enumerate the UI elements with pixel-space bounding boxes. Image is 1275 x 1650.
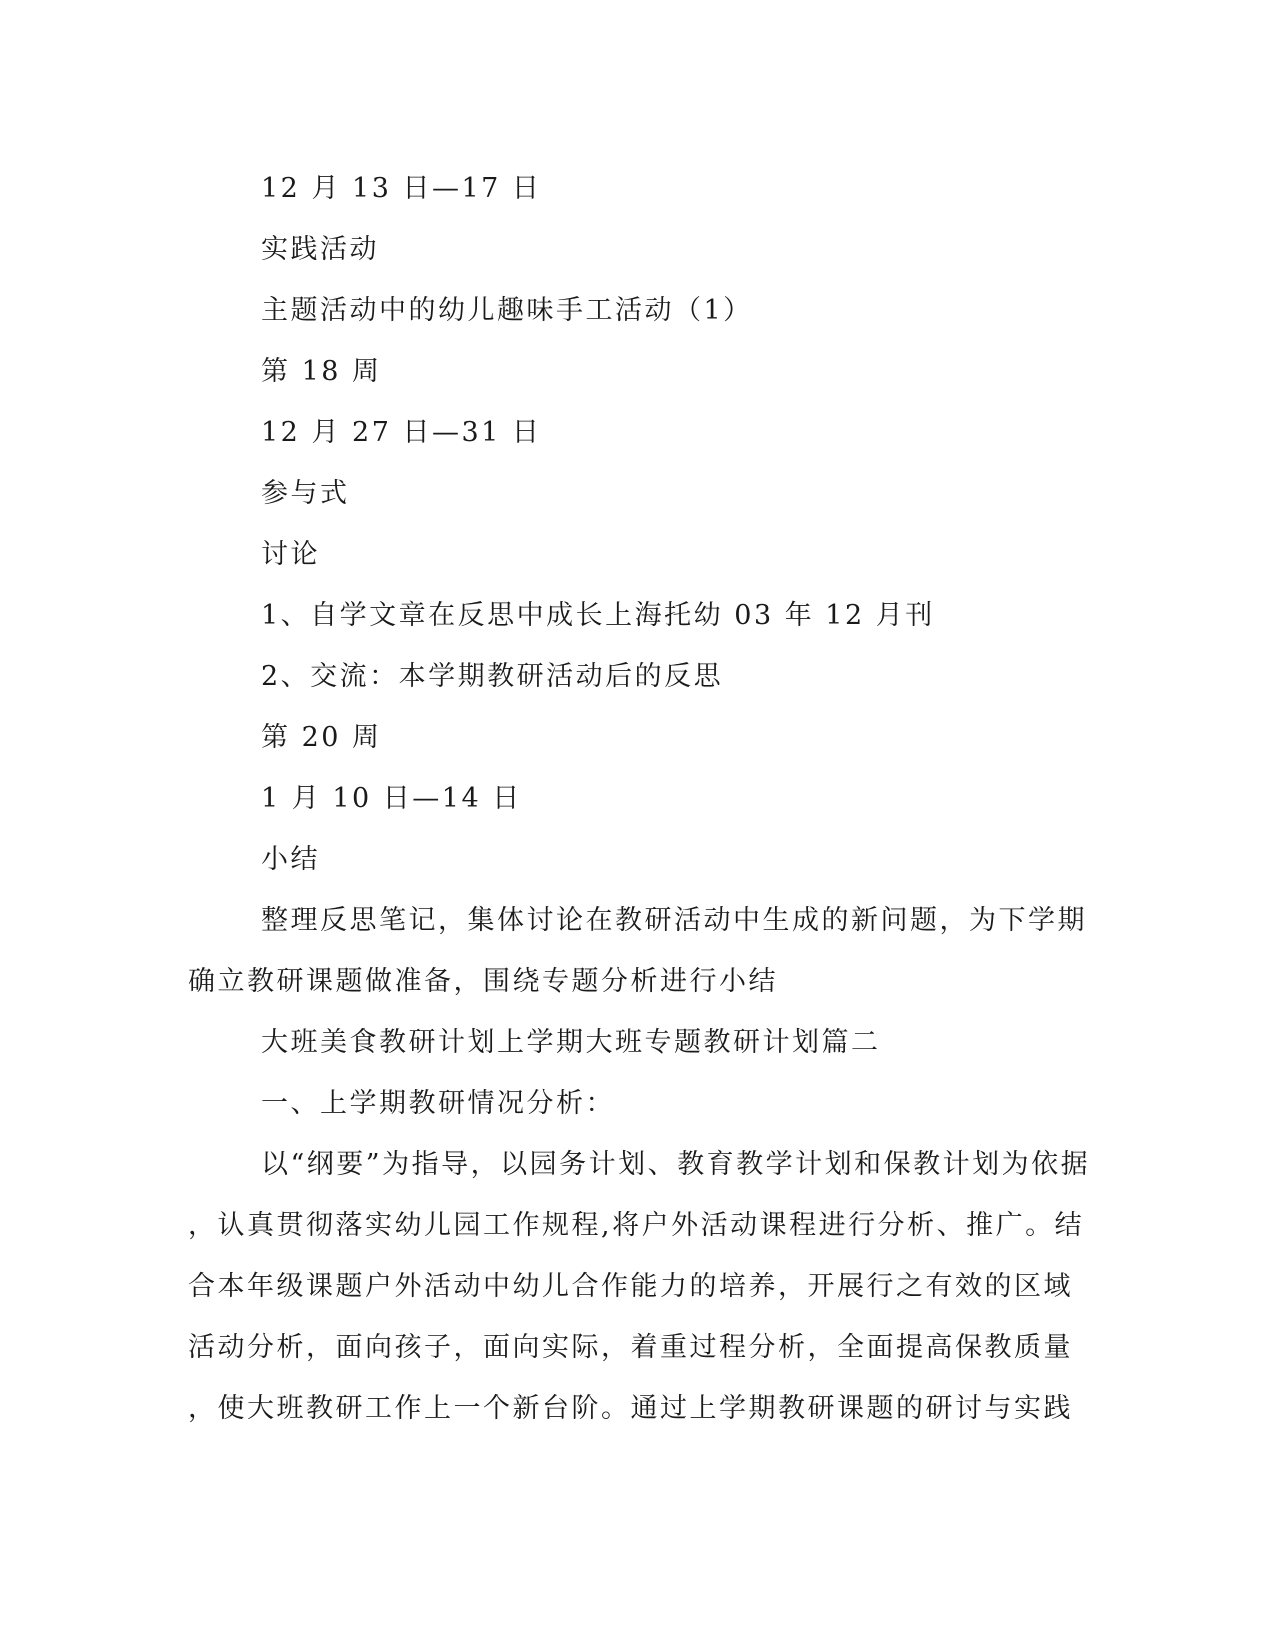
text-line: 第 20 周 <box>261 722 382 753</box>
paragraph-line: 活动分析，面向孩子，面向实际，着重过程分析，全面提高保教质量 <box>188 1332 1073 1363</box>
paragraph-line: 确立教研课题做准备，围绕专题分析进行小结 <box>188 966 778 997</box>
paragraph-line: 整理反思笔记，集体讨论在教研活动中生成的新问题，为下学期 <box>261 905 1087 936</box>
section-heading: 一、上学期教研情况分析： <box>261 1088 615 1119</box>
section-title: 大班美食教研计划上学期大班专题教研计划篇二 <box>261 1027 881 1058</box>
text-line: 小结 <box>261 844 320 875</box>
text-line: 主题活动中的幼儿趣味手工活动（1） <box>261 295 753 326</box>
text-line: 1、自学文章在反思中成长上海托幼 03 年 12 月刊 <box>261 600 935 631</box>
text-line: 1 月 10 日—14 日 <box>261 783 522 814</box>
paragraph-line: 以“纲要”为指导，以园务计划、教育教学计划和保教计划为依据 <box>261 1149 1091 1180</box>
text-line: 12 月 27 日—31 日 <box>261 417 542 448</box>
text-line: 参与式 <box>261 478 350 509</box>
text-line: 2、交流：本学期教研活动后的反思 <box>261 661 724 692</box>
text-line: 实践活动 <box>261 234 379 265</box>
paragraph-line: 合本年级课题户外活动中幼儿合作能力的培养，开展行之有效的区域 <box>188 1271 1073 1302</box>
paragraph-line: ，使大班教研工作上一个新台阶。通过上学期教研课题的研讨与实践 <box>188 1393 1073 1424</box>
text-line: 第 18 周 <box>261 356 382 387</box>
text-line: 讨论 <box>261 539 320 570</box>
text-line: 12 月 13 日—17 日 <box>261 173 542 204</box>
paragraph-line: ，认真贯彻落实幼儿园工作规程,将户外活动课程进行分析、推广。结 <box>188 1210 1085 1241</box>
document-body <box>188 158 1091 1439</box>
